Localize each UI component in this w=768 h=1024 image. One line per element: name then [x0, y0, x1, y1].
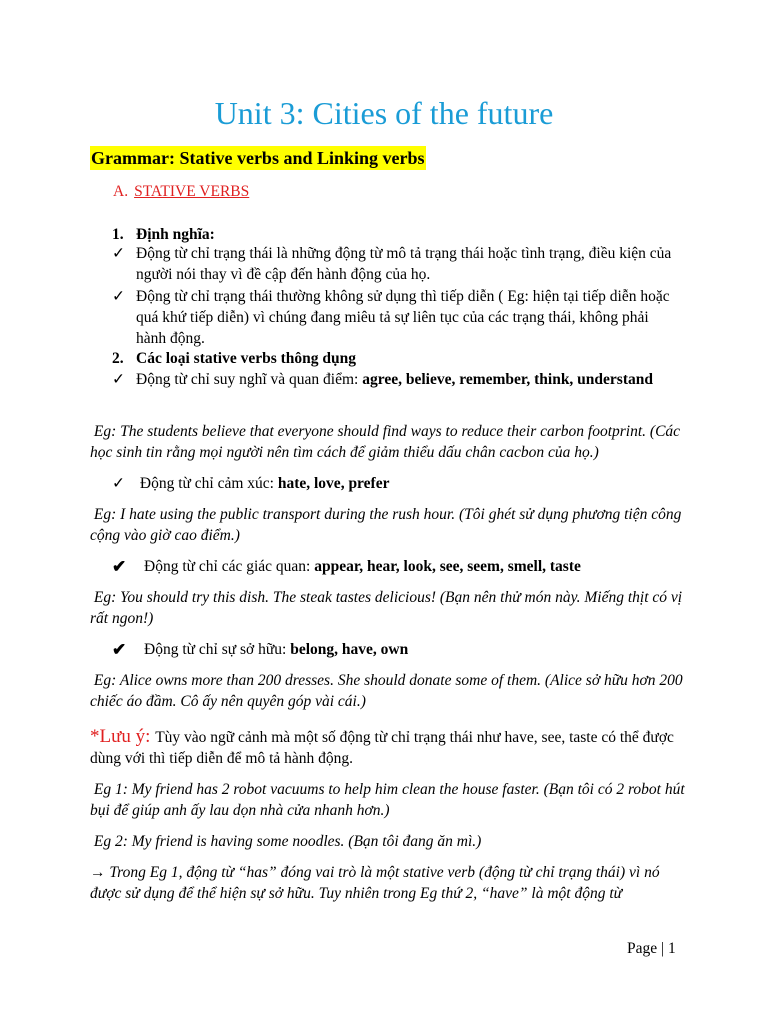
example-text-content: Eg: You should try this dish. The steak tastes delicious! (Bạn nên thử món này. Miếng thịt có vị rất ngon!) [90, 589, 683, 627]
types-heading-text: Các loại stative verbs thông dụng [136, 350, 357, 367]
definition-bullet [112, 286, 682, 349]
example-text-content: Eg: Alice owns more than 200 dresses. She should donate some of them. (Alice sở hữu hơn 200 chiếc áo đầm. Cô ấy nên quyên góp vài cái.) [90, 672, 683, 710]
definition-heading-text: Định nghĩa: [136, 226, 215, 243]
section-a-label: STATIVE VERBS [134, 183, 250, 200]
check-icon: ✔ [112, 557, 127, 576]
verb-group-intro: Động từ chỉ cảm xúc: [139, 475, 278, 492]
verb-group [112, 473, 682, 494]
example-text [90, 831, 690, 852]
page-number: Page | 1 [627, 940, 676, 957]
verb-group-verbs: agree, believe, remember, think, understand [362, 371, 653, 388]
example-text-content: Eg 2: My friend is having some noodles. (Bạn tôi đang ăn mì.) [93, 833, 482, 850]
grammar-heading: Grammar: Stative verbs and Linking verbs [91, 148, 425, 168]
example-text [90, 421, 690, 463]
example-text-content: Eg: I hate using the public transport during the rush hour. (Tôi ghét sử dụng phương tiện công cộng vào giờ cao điểm.) [90, 506, 682, 544]
definition-bullet-text: Động từ chỉ trạng thái thường không sử dụng thì tiếp diễn ( Eg: hiện tại tiếp diễn hoặc quá khứ tiếp diễn) vì chúng đang miêu tả sự liên tục của các trạng thái, không phải hành động. [136, 288, 670, 347]
example-text-content: Eg: The students believe that everyone should find ways to reduce their carbon footprint. (Các học sinh tin rằng mọi người nên tìm cách để giảm thiểu dấu chân cacbon của họ.) [90, 423, 681, 461]
definition-heading [112, 224, 215, 245]
example-text-content: Eg 1: My friend has 2 robot vacuums to help him clean the house faster. (Bạn tôi có 2 robot hút bụi để giúp anh ấy lau dọn nhà cửa nhanh hơn.) [90, 781, 685, 819]
note-label: *Lưu ý: [90, 726, 156, 747]
page-title: Unit 3: Cities of the future [214, 95, 554, 131]
example-text [90, 670, 690, 712]
example-text [90, 779, 690, 821]
verb-group-intro: Động từ chỉ các giác quan: [144, 558, 315, 575]
note-text: Tùy vào ngữ cảnh mà một số động từ chỉ trạng thái như have, see, taste có thể được dùng với thì tiếp diễn để mô tả hành động. [90, 729, 674, 767]
arrow-note-text: Trong Eg 1, động từ “has” đóng vai trò là một stative verb (động từ chỉ trạng thái) vì nó được sử dụng để thể hiện sự sở hữu. Tuy nhiên trong Eg thứ 2, “have” là một động từ [90, 864, 660, 902]
check-icon: ✓ [112, 245, 125, 262]
right-arrow-icon: → [90, 864, 106, 881]
definition-bullet [112, 243, 682, 285]
section-a-heading [113, 181, 249, 202]
verb-group-verbs: appear, hear, look, see, seem, smell, taste [314, 558, 581, 575]
types-heading [112, 348, 356, 369]
section-a-letter: A. [113, 183, 129, 200]
check-icon: ✓ [112, 371, 125, 388]
note-paragraph [90, 726, 690, 769]
verb-group-verbs: hate, love, prefer [277, 475, 390, 492]
verb-group-intro: Động từ chỉ sự sở hữu: [144, 641, 291, 658]
types-number: 2. [112, 350, 124, 367]
verb-group-verbs: belong, have, own [290, 641, 409, 658]
example-text [90, 504, 690, 546]
check-icon: ✔ [112, 640, 127, 659]
verb-group-intro: Động từ chỉ suy nghĩ và quan điểm: [136, 371, 363, 388]
definition-number: 1. [112, 226, 124, 243]
definition-bullet-text: Động từ chỉ trạng thái là những động từ mô tả trạng thái hoặc tình trạng, điều kiện của người nói thay vì đề cập đến hành động của họ. [136, 245, 672, 283]
verb-group [112, 556, 682, 577]
check-icon: ✓ [112, 288, 125, 305]
verb-group [112, 639, 682, 660]
verb-group [112, 369, 682, 390]
check-icon: ✓ [112, 475, 125, 492]
arrow-note [90, 862, 690, 904]
example-text [90, 587, 690, 629]
